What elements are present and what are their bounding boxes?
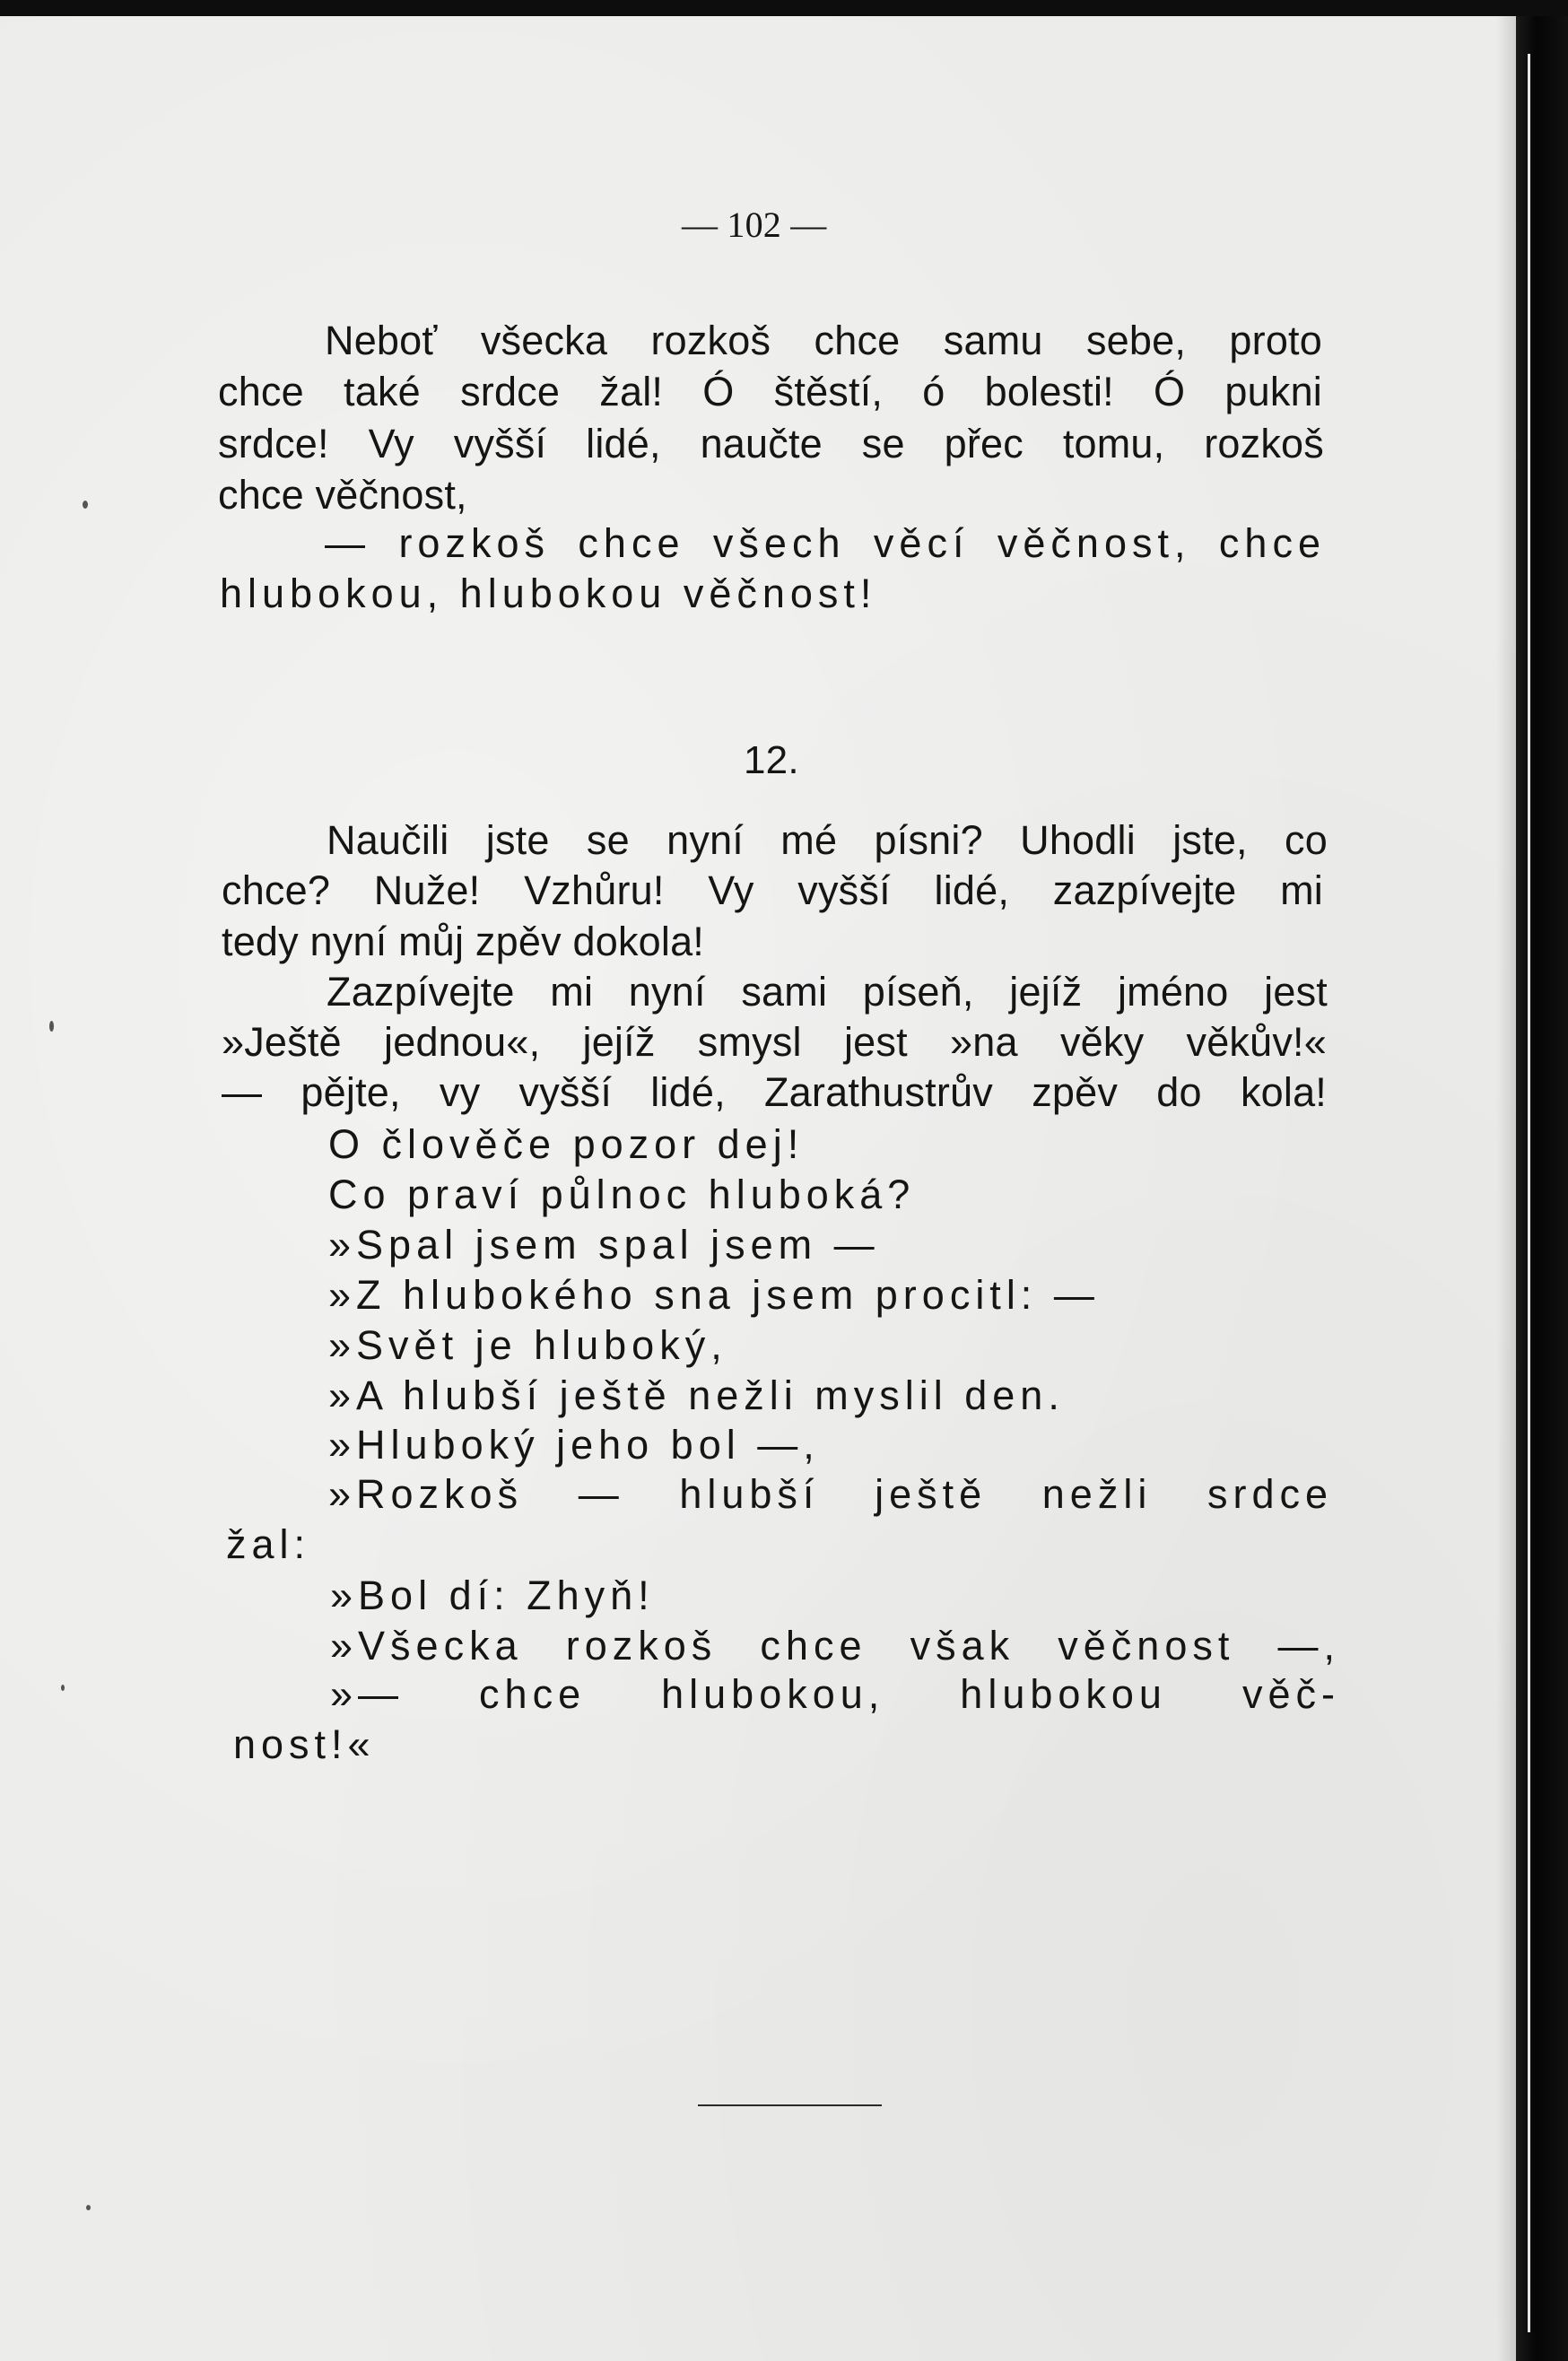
text-line: chce také srdce žal! Ó štěstí, ó bolesti! Ó pukni: [218, 369, 1322, 414]
verse-line: »Hluboký jeho bol —,: [328, 1422, 820, 1468]
paper-speck: [86, 2205, 91, 2210]
text-line: chce věčnost,: [218, 472, 467, 518]
verse-line: »Spal jsem spal jsem —: [328, 1222, 880, 1268]
end-rule: [698, 2104, 882, 2106]
page-edge-shadow: [1496, 16, 1516, 2361]
verse-line: »Z hlubokého sna jsem procitl: —: [328, 1272, 1100, 1318]
text-line: Naučili jste se nyní mé písni? Uhodli jste, co: [327, 817, 1328, 863]
section-heading: 12.: [744, 738, 799, 782]
text-line: — rozkoš chce všech věcí věčnost, chce: [325, 520, 1326, 566]
verse-line: »Rozkoš — hlubší ještě nežli srdce: [328, 1471, 1333, 1517]
verse-line: »Bol dí: Zhyň!: [330, 1573, 655, 1618]
verse-line: žal:: [226, 1521, 311, 1567]
text-line: Neboť všecka rozkoš chce samu sebe, proto: [325, 318, 1322, 363]
verse-line: »A hlubší ještě nežli myslil den.: [328, 1372, 1065, 1418]
text-line: — pějte, vy vyšší lidé, Zarathustrův zpěv do kola!: [222, 1069, 1327, 1115]
next-page-edge: [1528, 54, 1530, 2332]
verse-line: O člověče pozor dej!: [328, 1121, 805, 1167]
book-page: [0, 16, 1516, 2361]
book-spine: [1516, 16, 1568, 2361]
verse-line: »— chce hlubokou, hlubokou věč-: [330, 1671, 1340, 1717]
paper-speck: [83, 501, 88, 509]
page-number: — 102 —: [682, 205, 827, 245]
text-line: tedy nyní můj zpěv dokola!: [222, 919, 704, 964]
verse-line: »Svět je hluboký,: [328, 1322, 727, 1368]
paper-speck: [61, 1685, 65, 1691]
text-line: chce? Nuže! Vzhůru! Vy vyšší lidé, zazpívejte mi: [222, 867, 1323, 913]
paper-speck: [49, 1021, 54, 1032]
verse-line: Co praví půlnoc hluboká?: [328, 1172, 916, 1217]
verse-line: nost!«: [233, 1721, 376, 1767]
text-line: srdce! Vy vyšší lidé, naučte se přec tomu, rozkoš: [218, 421, 1324, 466]
verse-line: »Všecka rozkoš chce však věčnost —,: [330, 1623, 1340, 1668]
text-line: Zazpívejte mi nyní sami píseň, jejíž jméno jest: [327, 969, 1328, 1015]
text-line: »Ještě jednou«, jejíž smysl jest »na věky věkův!«: [222, 1019, 1327, 1065]
text-line: hlubokou, hlubokou věčnost!: [220, 571, 877, 616]
